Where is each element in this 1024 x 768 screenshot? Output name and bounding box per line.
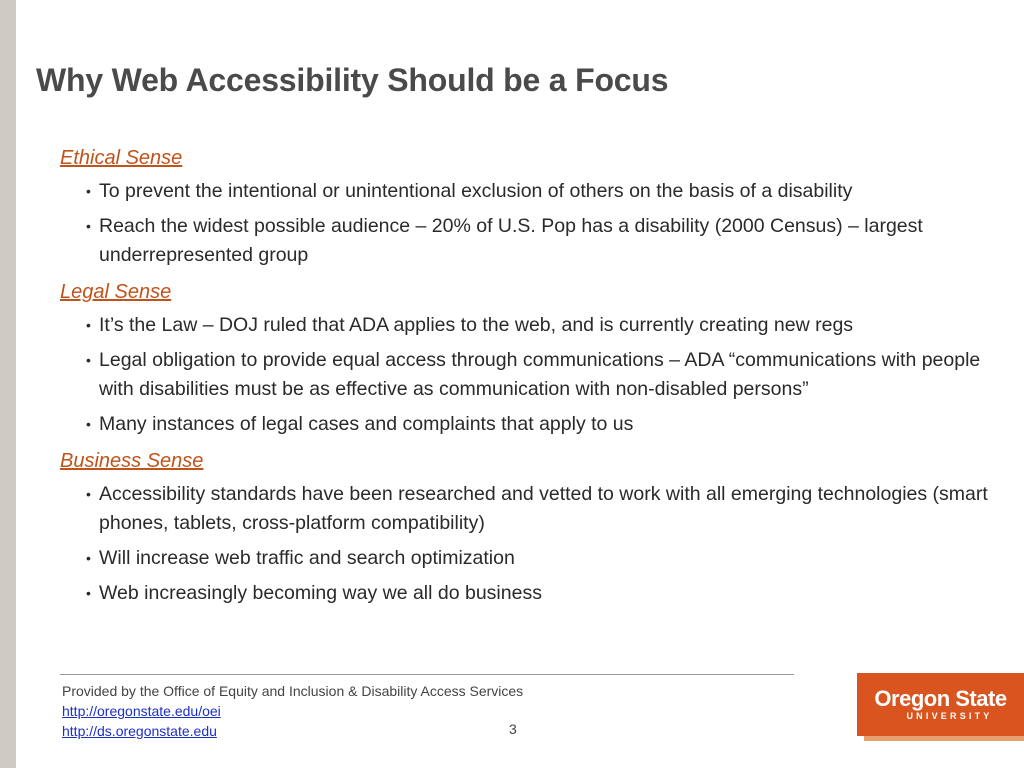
bullet-text: It’s the Law – DOJ ruled that ADA applies to the web, and is currently creating new regs bbox=[99, 314, 854, 336]
list-item bbox=[60, 544, 1000, 573]
list-item bbox=[60, 480, 1000, 538]
list-item bbox=[60, 579, 1000, 608]
logo-subtitle: UNIVERSITY bbox=[906, 711, 993, 721]
bullet-text: Web increasingly becoming way we all do business bbox=[99, 582, 542, 604]
bullet-dot: • bbox=[86, 352, 91, 368]
oei-link[interactable]: http://oregonstate.edu/oei bbox=[62, 703, 221, 719]
logo-name: Oregon State bbox=[874, 686, 1007, 711]
bullet-dot: • bbox=[86, 218, 91, 234]
footer bbox=[62, 681, 523, 741]
footer-divider bbox=[60, 674, 794, 675]
slide-content bbox=[60, 145, 1000, 608]
bullet-dot: • bbox=[86, 183, 91, 199]
bullet-dot: • bbox=[86, 317, 91, 333]
oregon-state-logo bbox=[857, 673, 1024, 736]
list-item bbox=[60, 212, 1000, 270]
bullet-dot: • bbox=[86, 585, 91, 601]
bullet-dot: • bbox=[86, 550, 91, 566]
list-item bbox=[60, 410, 1000, 439]
bullet-text: To prevent the intentional or unintentional exclusion of others on the basis of a disability bbox=[99, 180, 853, 202]
footer-credit: Provided by the Office of Equity and Inclusion & Disability Access Services bbox=[62, 683, 524, 699]
section-heading-business[interactable]: Business Sense bbox=[60, 450, 204, 472]
bullet-text: Many instances of legal cases and complaints that apply to us bbox=[99, 413, 634, 435]
list-item bbox=[60, 177, 1000, 206]
list-item bbox=[60, 346, 1000, 404]
bullet-dot: • bbox=[86, 486, 91, 502]
section-heading-legal[interactable]: Legal Sense bbox=[60, 281, 172, 303]
ds-link[interactable]: http://ds.oregonstate.edu bbox=[62, 723, 217, 739]
bullet-text: Will increase web traffic and search optimization bbox=[99, 547, 515, 569]
bullet-text: Accessibility standards have been researched and vetted to work with all emerging technologies (smart phones, tablets, cross-platform compatibility) bbox=[99, 483, 988, 534]
bullet-dot: • bbox=[86, 416, 91, 432]
bullet-text: Legal obligation to provide equal access through communications – ADA “communications with people with disabilities must be as effective as communication with non-disabled persons” bbox=[99, 349, 981, 400]
left-decorative-bar bbox=[0, 0, 16, 768]
bullet-text: Reach the widest possible audience – 20% of U.S. Pop has a disability (2000 Census) – largest underrepresented group bbox=[99, 215, 923, 266]
section-heading-ethical[interactable]: Ethical Sense bbox=[60, 147, 183, 169]
list-item bbox=[60, 311, 1000, 340]
page-number: 3 bbox=[509, 721, 517, 737]
slide-title: Why Web Accessibility Should be a Focus bbox=[36, 62, 669, 98]
